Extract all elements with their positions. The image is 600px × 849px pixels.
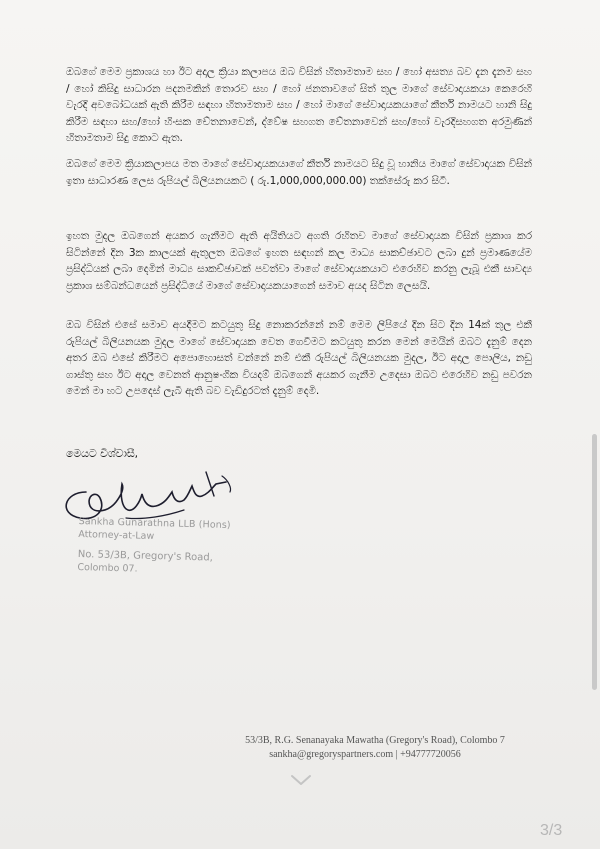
closing-salutation: මෙයට විශ්වාසී,	[66, 447, 139, 460]
letter-paragraph: ඉහත මුදල ඔබගෙන් අයකර ගැනීමට ඇති අයිතියට අගති රහිතව මාගේ සේවාදායක විසින් ප්‍රකාශ කර සිටින්නේ දින 3ක කාලයක් ඇතුලත ඔබගේ ඉහත සඳහන් කල මාධ්‍ය සාකච්ඡාවට ලබා දුන් ප්‍රමාණයේම ප්‍රසිද්ධියක් ලබා දෙමින් මාධ්‍ය සාකච්ඡාවක් පවත්වා මාගේ සේවාදායකයාට එරෙහිව කරනු ලැබූ එකී සාවද්‍ය ප්‍රකාශ සම්බන්ධයෙන් ප්‍රසිද්ධියේ මාගේ සේවාදායකයාගෙන් සමාව අයද සිටින ලෙසයි.	[66, 230, 532, 292]
vertical-scrollbar[interactable]	[592, 434, 597, 690]
letter-paragraph: ඔබ විසින් එසේ සමාව අයදීමට කටයුතු සිදු නොකරන්නේ නම් මෙම ලිපියේ දින සිට දින 14ක් තුල එකී රුපියල් බිලියනයක මුදල මාගේ සේවාදායක වෙත ගෙවීමට කටයුතු කරන මෙන් මෙයින් ඔබට දැනුම් දෙන අතර ඔබ එසේ කිරීමට අපොහොසත් වන්නේ නම් එකී රුපියල් බිලියනයක මුදල, ඊට අදාල පොලිය, නඩු ගාස්තු සහ ඊට අදාල වෙනත් ආනුෂංගික වියදම් ඔබගෙන් අයකර ගැනීම උදෙසා ඔබට එරෙහිව නඩු පවරන මෙන් මා හට උපදෙස් ලැබී ඇති බව වැඩිදුරටත් දැනුම් දෙමි.	[66, 319, 532, 398]
letter-paragraph: ඔබගේ මෙම ක්‍රියාකලාපය මත මාගේ සේවාදායකයාගේ කීර්ති නාමයට සිදු වූ හානිය මාගේ සේවාදායක විසින් ඉතා සාධාරණ ලෙස රුපියල් බිලියනයකට ( රු.1,000,000,000.00) තක්සේරු කර සිටී.	[66, 158, 532, 187]
stamp-address-2: Colombo 07.	[77, 561, 138, 575]
footer-contact: sankha@gregoryspartners.com | +94777720056	[269, 749, 461, 760]
stamp-title: Attorney-at-Law	[78, 528, 155, 542]
chevron-down-icon[interactable]	[290, 774, 312, 786]
letterhead-footer	[0, 734, 600, 762]
page-indicator: 3/3	[540, 822, 563, 839]
stamp-address-1: No. 53/3B, Gregory's Road,	[77, 549, 214, 564]
lawyer-stamp	[77, 516, 231, 578]
stamp-name: Sankha Gunarathna LLB (Hons)	[78, 516, 231, 531]
footer-address: 53/3B, R.G. Senanayaka Mawatha (Gregory's Road), Colombo 7	[245, 735, 505, 746]
letter-paragraph: ඔබගේ මෙම ප්‍රකාශය හා ඊට අදාල ක්‍රියා කලාපය ඔබ විසින් හිතාමතාම සහ / හෝ අසත්‍ය බව දැන දැනම සහ / හෝ කිසිදු සාධාරන පදනමකින් තොරව සහ / හෝ ජනතාවගේ සිත් තුල මාගේ සේවාදායකයා කෙරෙහි වැරදි අවබෝධයක් ඇති කිරීම සඳහා හිතාමතාම සහ / හෝ මාගේ සේවාදායකයාගේ කීර්ති නාමයට හානි සිදු කිරීම සඳහා සහ/හෝ හිංසක චේතනාවෙන්, ද්වේෂ සහගත චේතනාවෙන් සහ/හෝ වැරදිසහගත අරමුණින් හිතාමතාම සිදු කොට ඇත.	[66, 66, 532, 145]
